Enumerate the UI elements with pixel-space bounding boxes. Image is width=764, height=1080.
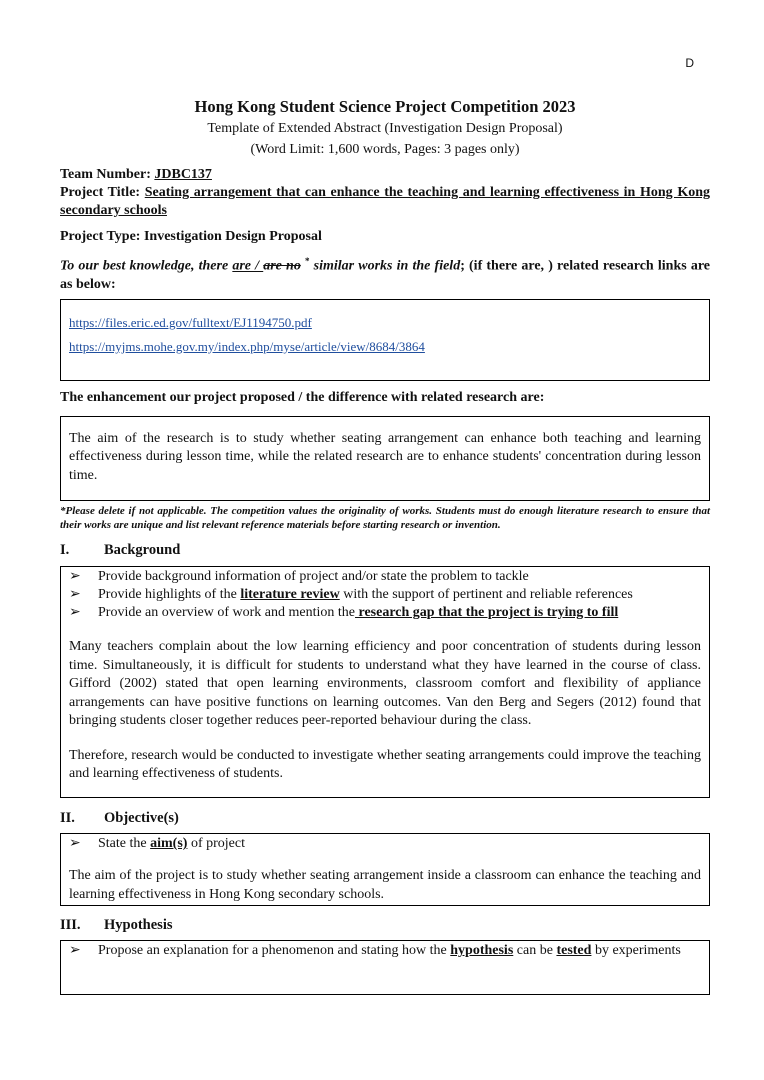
- document-title: Hong Kong Student Science Project Competition 2023: [194, 97, 576, 116]
- list-item: ➢ State the aim(s) of project: [69, 836, 245, 852]
- hypothesis-box: [60, 940, 710, 995]
- arrow-bullet-icon: ➢: [69, 605, 81, 621]
- list-item: ➢ Provide background information of project and/or state the problem to tackle: [69, 569, 529, 585]
- enhancement-heading: The enhancement our project proposed / the difference with related research are:: [60, 389, 545, 405]
- links-box: [60, 299, 710, 381]
- list-item: ➢ Provide highlights of the literature review with the support of pertinent and reliable references: [69, 587, 633, 603]
- list-item: ➢ Provide an overview of work and mention the research gap that the project is trying to fill: [69, 605, 619, 621]
- knowledge-statement: To our best knowledge, there are / are no * similar works in the field; (if there are, ) related research links are as below:: [60, 256, 711, 292]
- arrow-bullet-icon: ➢: [69, 943, 81, 959]
- arrow-bullet-icon: ➢: [69, 836, 81, 852]
- hypothesis-heading: III. Hypothesis: [60, 917, 173, 934]
- background-box: [60, 566, 710, 798]
- objectives-paragraph: The aim of the project is to study whether seating arrangement inside a classroom can enhance the teaching and learning effectiveness in Hong Kong secondary schools.: [69, 868, 701, 902]
- team-number-value: JDBC137: [154, 167, 212, 182]
- background-paragraph: Many teachers complain about the low learning efficiency and poor concentration of students during lesson time. Simultaneously, it is difficult for students to understand what they have learned in the course of class. Gifford (2002) stated that open learning environments, classroom comfort and flexibility of appliance arrangements can have positive functions on learning outcomes. Van den Berg and Segers (2012) found that bringing students closer together reduces peer-reported behaviour during the class.: [69, 639, 701, 729]
- project-title-line: [60, 184, 710, 220]
- background-paragraph: Therefore, research would be conducted to investigate whether seating arrangements could improve the teaching and learning effectiveness of students.: [69, 747, 701, 782]
- link-item[interactable]: https://files.eric.ed.gov/fulltext/EJ1194750.pdf: [69, 314, 312, 330]
- background-heading: I. Background: [60, 542, 181, 559]
- list-item: ➢ Propose an explanation for a phenomenon and stating how the hypothesis can be tested by experiments: [69, 942, 701, 961]
- team-number-line: [60, 166, 710, 184]
- team-number-label: Team Number:: [60, 167, 151, 182]
- arrow-bullet-icon: ➢: [69, 569, 81, 585]
- objectives-box: [60, 833, 710, 906]
- page-corner-letter: D: [685, 56, 694, 70]
- link-item[interactable]: https://myjms.mohe.gov.my/index.php/myse/article/view/8684/3864: [69, 338, 425, 354]
- enhancement-box: The aim of the research is to study whether seating arrangement can enhance both teaching and learning effectiveness during lesson time, while the related research are to enhance students' concentration during lesson time.: [60, 416, 710, 502]
- document-subtitle: Template of Extended Abstract (Investigation Design Proposal): [207, 121, 563, 136]
- arrow-bullet-icon: ➢: [69, 587, 81, 603]
- project-title-label: Project Title:: [60, 185, 141, 200]
- document-body: [60, 96, 710, 995]
- originality-note: *Please delete if not applicable. The competition values the originality of works. Students must do enough literature research to ensure that their works are unique and list relevant reference materials before starting research or invention.: [60, 505, 710, 532]
- objectives-heading: II. Objective(s): [60, 810, 179, 827]
- project-title-value: Seating arrangement that can enhance the teaching and learning effectiveness in Hong Kong secondary schools: [60, 185, 711, 218]
- word-limit: (Word Limit: 1,600 words, Pages: 3 pages only): [250, 142, 520, 157]
- project-type: Project Type: Investigation Design Proposal: [60, 229, 322, 244]
